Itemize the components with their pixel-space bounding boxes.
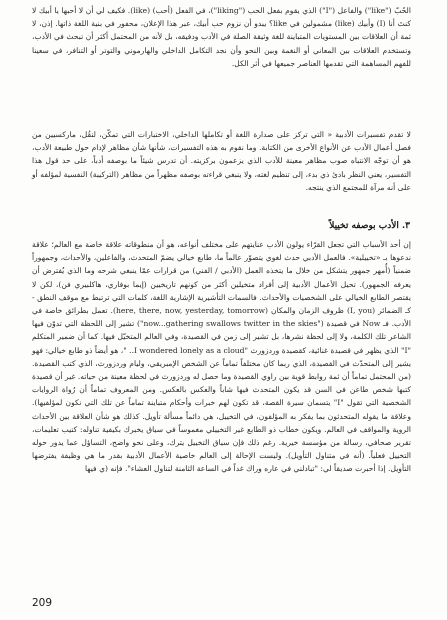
paragraph-language-levels: الحُبّ ("like") والفاعل ("I") الذي يقوم بفعل الحب ("liking")، في الفعل (أحب) (like). فكيف لي أن لا أحبها يا أبيك لا كنتَ أنا (I) وأبيك (like) مشمولين في like؟ يبدو أن نزوم حب أبيك، عبر هذا الإعلان، محفور في بنية اللغة ذاتها. إذن، لا ثمة أن العلاقات بين المستويات المتباينة للغة وثيقة الصلة في الأدب ودفيقه، بل لأنه من المحتمل أكثر أن تبحث في الأدب، وتستخدم العلاقات بين المعاني أو النغمة وبين النحو وأن نجد التكامل الداخلي والهارموني والتوتر أو التنافر، في سعينا للفهم المساهمة التي تقدمها العناصر جميعها في أثر الكل. [32, 6, 411, 68]
body-text-block [32, 238, 411, 476]
body-text-block [32, 128, 411, 194]
page-number: 209 [32, 597, 53, 609]
body-text-block [32, 4, 411, 70]
section-heading: ٣. الأدب بوصفه تخييلاً [329, 221, 410, 231]
paragraph-literariness: لا تقدم تفسيرات الأدبية « التي تركز على صدارة اللغة أو تكاملها الداخلي، الاختبارات التي تمكّن، لنقُل، ماركسيين من فصل أعمال الأدب عن الأنواع الأخرى من الكتابة. وما نقوم به هذه التفسيرات، شأنها شأن مظاهر لإدام حول طبيعة الأدب، هو أن توجّه الانتباه صوب مظاهر معينة للأدب الذي يزعمون بركزيته. أن تدرس شيئاً ما بوصفه أدباً، على حد قول هذا التفسير، يعني النظر بادئ ذي بدء، إلى تنظيم لغته، ولا ينبغي قراءته بوصفه مظهراً من مظاهر (التركيبة) النفسية لمؤلفه أو على أنه مرآة للمجتمع الذي ينتجه. [32, 130, 411, 192]
paragraph-fiction: إن أحد الأسباب التي تجعل القرّاء يولون الأدب عنايتهم على مختلف أنواعه، هو أن منطوقاته علاقة خاصة مع العالم؛ علاقة ندعوها بـ «تخييلية». فالعمل الأدبي حدث لغوي يتصوّر عالماً ما، طابع خيالي يضمّ المتحدث، والفاعلين، والأحداث، وجمهوراً ضمنياً (أُمهر جمهور يتشكل من خلال ما يتخذه العمل (الأدبي / الفني) من قرارات عمّا ينبغي شرحه وما الذي يُفترض أن يعرفه الجمهور). تحيل الأعمال الأدبية إلى أفراد متخيلين أكثر من كونهم تاريخيين (إيما بوفاري، هاكلبيري فن)، لكن لا يقتصر الطابع الخيالي على الشخصيات والأحداث. فالسمات التأشيرية الإشارية اللغة، كلمات التي ترتبط مع موقف النطق - كـ الضمائر (I, you) ظروف الزمان والمكان (here, there, now, yesterday, tomorrow). تعمل بطرائق خاصة في الأدب. فـ Now في قصيدة ("now...gathering swallows twitter in the skies") تشير إلى اللحظة التي تدوّن فيها الشاعر تلك الكلمة، ولا إلى لحظة نشرها، بل تشير إلى زمن في القصيدة، وفي العالم المتخيّل فيها. كما أن ضمير المتكلم "I" الذي يظهر في قصيدة غنائية، كقصيدة وردزورث "I wondered lonely as a cloud.. "، هو أيضاً ذو طابع خيالي: فهو يشير إلى المتحدّث في القصيدة، الذي ربما كان مختلفاً تماماً عن الشخص الإمبريقي، وليام وردزورث، الذي كتب القصيدة. (من المحتمل تماماً أن ثمة روابط قوية بين راوي القصيدة وما حصل له وردزورث في لحظة معينة من حياته. غير أن قصيدة كتبها شخص طاعن في السن قد يكون المتحدث فيها شاباً والعكس بالعكس. ومن المعروف تماماً أن رُواة الروايات الشخصية التي تقول "I" يتسمان سيرة القصة، قد تكون لهم خبرات وأحكام متباينة تماماً عن تلك التي نكون لمؤلفيها). وعلاقة ما يقوله المتحدثون بما يفكر به المؤلفون، في التخييل، هي دائماً مسألة تأويل. كذلك هو شأن العلاقة بين الأحداث الروية والمواقف في العالم. ويكون خطاب ذو الطابع غير التخييلي مغموساً في سياق يخبرك بكيفية تناوله: كتيب تعليمات، تقرير صحافي، رسالة من مؤسسة خيرية. رغم ذلك فإن سياق التخييل يترك، وعلى نحو واضح، التساؤل عما يدور حوله التخييل فعلياً. (أنه في متناول التأويل). وليست الإحالة إلى العالم خاصية الأعمال الأدبية بقدر ما هي وظيفة يفترضها التأويل. إذا أحبرت صديقاً لي: "تبادلني في عاره وراك غداً في الساعة الثامنة لتناول العشاء". فإنه (ي فيها [32, 240, 412, 474]
